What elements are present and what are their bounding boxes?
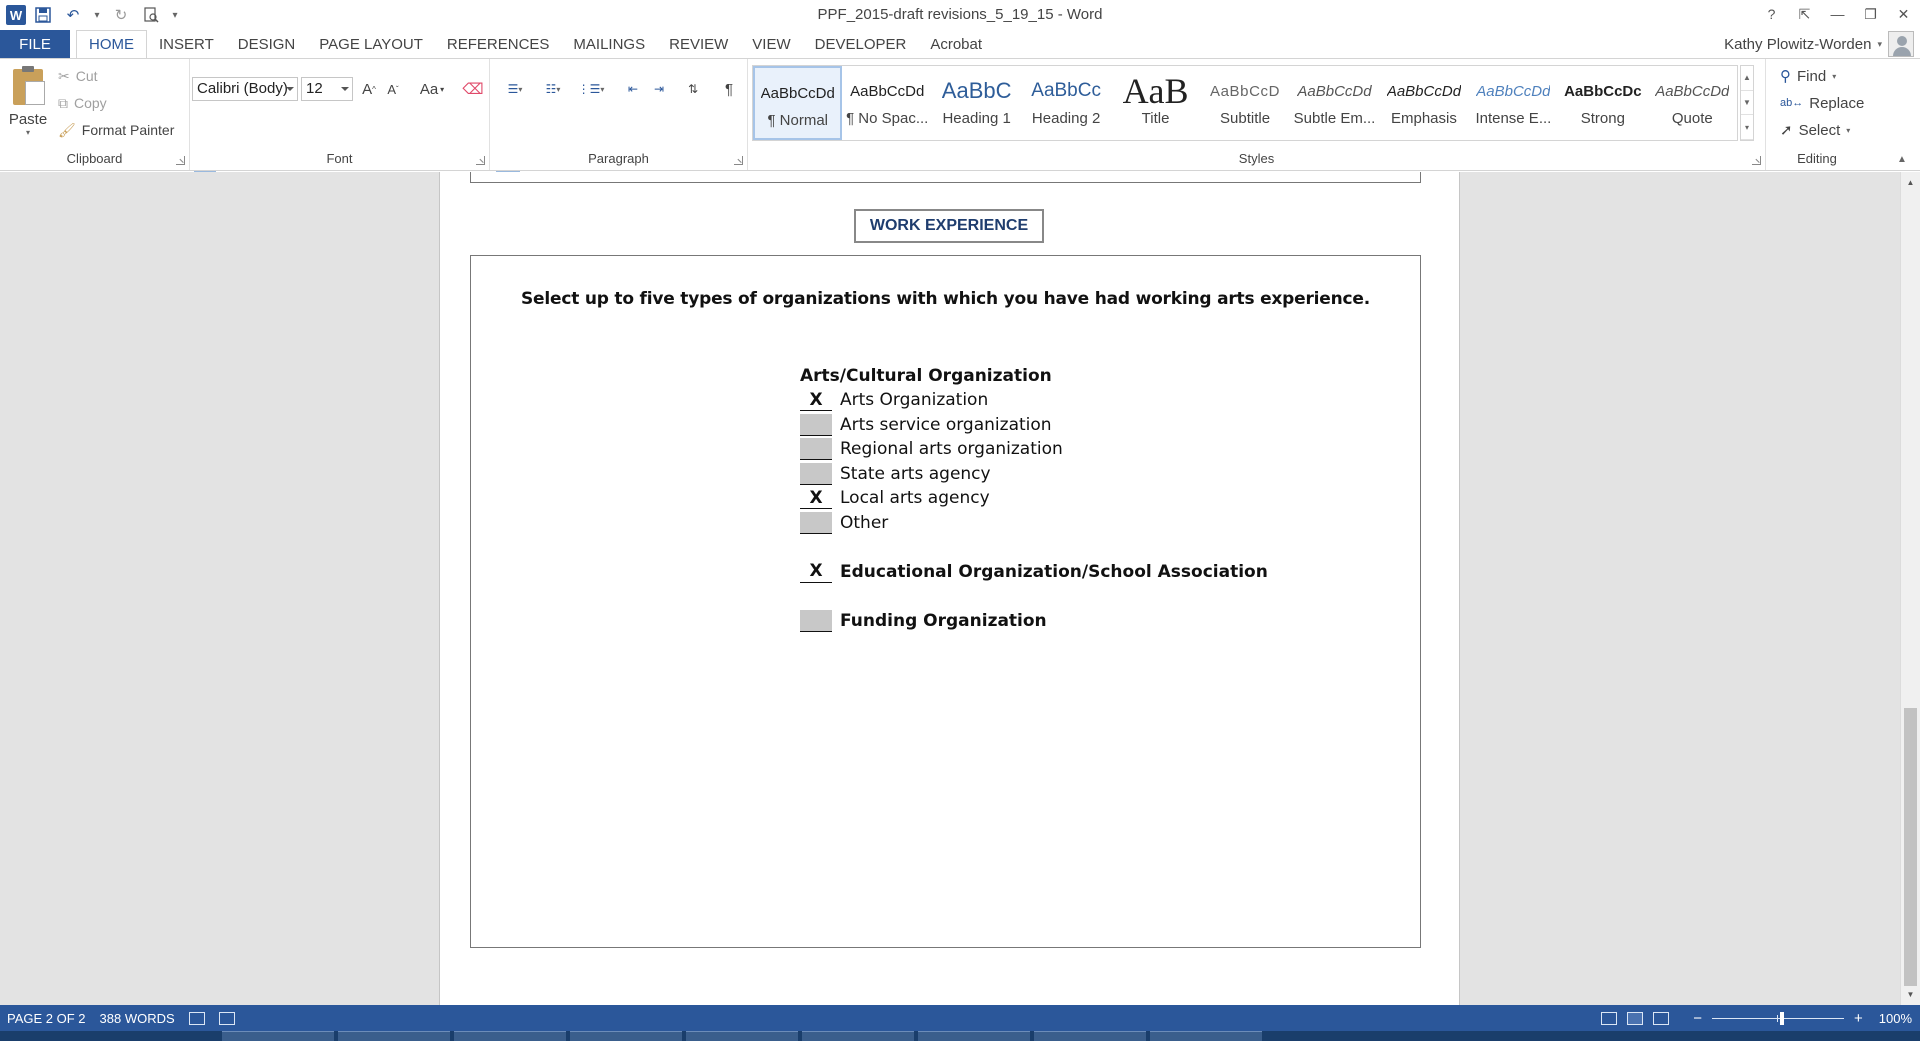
- style-title[interactable]: [1111, 66, 1200, 140]
- chevron-down-icon: [341, 87, 349, 91]
- list-item: [800, 413, 1268, 438]
- style-name: Emphasis: [1391, 110, 1457, 127]
- web-layout-icon[interactable]: [1653, 1012, 1669, 1025]
- checkbox[interactable]: X: [800, 389, 832, 411]
- user-name[interactable]: Kathy Plowitz-Worden: [1724, 35, 1872, 53]
- taskbar-button[interactable]: [802, 1031, 914, 1041]
- grow-font-button[interactable]: [358, 77, 380, 101]
- option-list: [800, 364, 1268, 633]
- customize-qat-icon[interactable]: ▾: [172, 9, 178, 21]
- taskbar-button[interactable]: [454, 1031, 566, 1041]
- checkbox[interactable]: [800, 463, 832, 485]
- tab-page-layout[interactable]: PAGE LAYOUT: [319, 35, 423, 53]
- paste-label: Paste: [8, 111, 48, 128]
- chevron-up-icon[interactable]: ▲: [1741, 66, 1753, 91]
- collapse-ribbon-icon[interactable]: ▲: [1897, 153, 1907, 165]
- list-item: [800, 609, 1268, 634]
- list-item: [800, 560, 1268, 585]
- word-logo-icon[interactable]: W: [6, 5, 26, 25]
- style-preview: AaBbCcDd: [1655, 82, 1730, 100]
- style-name: Strong: [1580, 110, 1625, 127]
- style-preview: AaBbCcDd: [1476, 82, 1551, 100]
- style-preview: AaBbC: [941, 78, 1012, 103]
- find-label: Find: [1797, 67, 1827, 85]
- section-title: WORK EXPERIENCE: [854, 209, 1044, 243]
- paragraph-group: [490, 59, 748, 170]
- list-item: [800, 486, 1268, 511]
- cut-button[interactable]: [58, 66, 98, 86]
- style-preview: AaBbCcDd: [850, 82, 925, 100]
- tab-developer[interactable]: DEVELOPER: [814, 35, 907, 53]
- font-group-label: Font: [326, 151, 353, 166]
- tab-design[interactable]: DESIGN: [237, 35, 296, 53]
- option-label: Arts service organization: [840, 414, 1052, 435]
- styles-gallery: [752, 65, 1738, 141]
- minimize-icon[interactable]: —: [1830, 6, 1845, 22]
- replace-label: Replace: [1809, 94, 1865, 112]
- list-item: [800, 462, 1268, 487]
- style-name: Quote: [1671, 110, 1713, 127]
- restore-icon[interactable]: ❐: [1864, 5, 1877, 22]
- tab-insert[interactable]: INSERT: [159, 35, 214, 53]
- style-heading-1[interactable]: [932, 66, 1021, 140]
- select-button[interactable]: [1780, 119, 1850, 141]
- clipboard-group-label: Clipboard: [66, 151, 123, 166]
- style-preview: AaBbCcDd: [760, 84, 835, 102]
- style-name: ¶ Normal: [767, 112, 829, 129]
- taskbar-button[interactable]: [338, 1031, 450, 1041]
- list-item: [800, 437, 1268, 462]
- style-name: Title: [1141, 110, 1170, 127]
- replace-icon: ab↔: [1780, 97, 1804, 109]
- chevron-down-icon: ▾: [556, 84, 561, 94]
- style-preview: AaBbCcD: [1209, 82, 1281, 100]
- more-styles-icon[interactable]: ▾: [1741, 115, 1753, 140]
- caret-down-icon: ˇ: [396, 84, 399, 94]
- group-heading: Arts/Cultural Organization: [800, 366, 1052, 386]
- chevron-down-icon: ▾: [518, 84, 523, 94]
- chevron-down-icon: ▾: [440, 84, 445, 94]
- scroll-down-icon[interactable]: ▼: [1906, 990, 1915, 999]
- style-no-spacing[interactable]: [842, 66, 931, 140]
- find-button[interactable]: [1780, 65, 1836, 87]
- undo-dropdown-icon[interactable]: ▾: [94, 9, 100, 21]
- checkbox[interactable]: [800, 414, 832, 436]
- taskbar-button[interactable]: [686, 1031, 798, 1041]
- style-subtitle[interactable]: [1200, 66, 1289, 140]
- copy-button[interactable]: [58, 93, 107, 113]
- binoculars-icon: ⚲: [1780, 68, 1791, 85]
- spacer: [800, 535, 1268, 560]
- close-icon[interactable]: ✕: [1897, 5, 1910, 22]
- tab-acrobat[interactable]: Acrobat: [930, 35, 983, 53]
- tab-references[interactable]: REFERENCES: [446, 35, 550, 53]
- redo-icon[interactable]: ↻: [114, 7, 128, 24]
- read-mode-icon[interactable]: [1601, 1012, 1617, 1025]
- style-preview: AaBbCc: [1031, 80, 1101, 101]
- checkbox[interactable]: [800, 610, 832, 632]
- shrink-font-label: A: [387, 81, 396, 97]
- chevron-down-icon: ▾: [25, 128, 30, 137]
- style-name: Heading 2: [1031, 110, 1101, 127]
- chevron-down-icon: [286, 87, 294, 91]
- taskbar: [0, 1031, 1920, 1041]
- style-emphasis[interactable]: [1379, 66, 1468, 140]
- chevron-down-icon: ▾: [1832, 71, 1837, 81]
- macro-recording-icon[interactable]: [219, 1012, 235, 1025]
- option-label: Local arts agency: [840, 488, 990, 509]
- taskbar-button[interactable]: [918, 1031, 1030, 1041]
- style-name: Intense E...: [1475, 110, 1552, 127]
- increase-indent-icon[interactable]: ⇥: [653, 82, 665, 96]
- ribbon: [0, 58, 1920, 171]
- paste-icon: [13, 69, 43, 105]
- zoom-level[interactable]: 100%: [1878, 1010, 1912, 1026]
- cursor-arrow-icon: ➚: [1780, 122, 1793, 139]
- tab-file[interactable]: FILE: [0, 30, 70, 58]
- change-case-label: Aa: [419, 80, 439, 98]
- replace-button[interactable]: [1780, 92, 1864, 114]
- editing-group-label: Editing: [1797, 151, 1837, 166]
- grow-font-label: A: [362, 80, 373, 98]
- tab-view[interactable]: VIEW: [752, 35, 791, 53]
- tab-mailings[interactable]: MAILINGS: [573, 35, 646, 53]
- option-label: State arts agency: [840, 463, 991, 484]
- document-area: [0, 172, 1900, 1005]
- zoom-center-tick: [1777, 1015, 1778, 1022]
- style-quote[interactable]: [1648, 66, 1737, 140]
- user-account[interactable]: [1724, 30, 1914, 58]
- chevron-down-icon: ▾: [1877, 38, 1882, 49]
- style-preview: AaBbCcDd: [1297, 82, 1372, 100]
- style-name: Subtitle: [1220, 110, 1271, 127]
- checkbox[interactable]: X: [800, 487, 832, 509]
- style-name: Subtle Em...: [1293, 110, 1376, 127]
- style-heading-2[interactable]: [1021, 66, 1110, 140]
- option-label: Arts Organization: [840, 390, 989, 411]
- style-preview: AaBbCcDc: [1564, 82, 1642, 100]
- document-title: PPF_2015-draft revisions_5_19_15 - Word: [817, 6, 1103, 23]
- option-label: Educational Organization/School Association: [840, 561, 1268, 582]
- caret-up-icon: ^: [372, 84, 376, 94]
- copy-label: Copy: [74, 95, 107, 111]
- taskbar-button[interactable]: [222, 1031, 334, 1041]
- decrease-indent-icon[interactable]: ⇤: [627, 82, 639, 96]
- style-subtle-emphasis[interactable]: [1290, 66, 1379, 140]
- page: [439, 172, 1460, 1005]
- taskbar-button[interactable]: [570, 1031, 682, 1041]
- sort-icon[interactable]: ⇅: [687, 82, 699, 96]
- taskbar-button[interactable]: [1150, 1031, 1262, 1041]
- chevron-down-icon: ▾: [1846, 125, 1851, 135]
- zoom-in-button[interactable]: +: [1853, 1009, 1863, 1027]
- styles-gallery-scroll: [1740, 65, 1754, 141]
- scroll-thumb[interactable]: [1904, 708, 1917, 986]
- list-item: [800, 388, 1268, 413]
- work-experience-box: [470, 255, 1421, 948]
- paste-button[interactable]: [8, 65, 48, 145]
- multilevel-list-icon[interactable]: ⋮☰ ▾: [577, 82, 605, 96]
- option-label: Other: [840, 512, 889, 533]
- paintbrush-icon: 🖌: [58, 121, 76, 138]
- format-painter-label: Format Painter: [81, 122, 175, 138]
- word-count[interactable]: 388 WORDS: [99, 1010, 175, 1026]
- previous-section-box: [470, 172, 1421, 183]
- font-name-value: Calibri (Body): [197, 80, 288, 97]
- spacer: [800, 584, 1268, 609]
- zoom-out-button[interactable]: −: [1693, 1009, 1702, 1027]
- clear-formatting-icon[interactable]: ⌫: [462, 81, 484, 98]
- proofing-icon[interactable]: [189, 1012, 205, 1025]
- checkbox[interactable]: [800, 438, 832, 460]
- style-normal[interactable]: [753, 66, 842, 140]
- zoom-slider[interactable]: [1712, 1018, 1844, 1019]
- format-painter-button[interactable]: [58, 120, 174, 140]
- checkbox[interactable]: [800, 512, 832, 534]
- chevron-down-icon: ▾: [600, 84, 605, 94]
- cut-label: Cut: [75, 68, 98, 84]
- style-preview: AaBbCcDd: [1386, 82, 1462, 100]
- scroll-up-icon[interactable]: ▲: [1906, 178, 1915, 187]
- styles-group-label: Styles: [1238, 151, 1275, 166]
- tab-review[interactable]: REVIEW: [669, 35, 729, 53]
- change-case-button[interactable]: [414, 77, 450, 101]
- shrink-font-button[interactable]: [382, 77, 404, 101]
- status-bar: [0, 1005, 1920, 1031]
- styles-launcher-icon[interactable]: [1752, 156, 1761, 165]
- help-icon[interactable]: ?: [1767, 6, 1776, 22]
- font-name-select[interactable]: [192, 77, 298, 101]
- scissors-icon: ✂: [58, 67, 70, 84]
- list-item: [800, 511, 1268, 536]
- font-launcher-icon[interactable]: [476, 156, 485, 165]
- page-count[interactable]: PAGE 2 OF 2: [7, 1010, 86, 1026]
- font-size-value: 12: [306, 80, 323, 97]
- taskbar-button[interactable]: [1034, 1031, 1146, 1041]
- print-layout-icon[interactable]: [1627, 1012, 1643, 1025]
- avatar[interactable]: [1888, 31, 1914, 57]
- checkbox[interactable]: X: [800, 561, 832, 583]
- numbering-icon[interactable]: ☷ ▾: [545, 82, 561, 96]
- window-controls: [1755, 0, 1920, 28]
- style-strong[interactable]: [1558, 66, 1647, 140]
- style-name: Heading 1: [942, 110, 1011, 127]
- instruction-text: Select up to five types of organizations with which you have had working arts experience.: [520, 289, 1370, 309]
- option-label: Funding Organization: [840, 610, 1047, 631]
- option-label: Regional arts organization: [840, 439, 1063, 460]
- ribbon-tabs: [0, 30, 1920, 58]
- clipboard-group: [0, 59, 190, 170]
- title-bar: [0, 0, 1920, 30]
- style-preview: AaB: [1122, 74, 1189, 108]
- clipboard-launcher-icon[interactable]: [176, 156, 185, 165]
- paragraph-group-label: Paragraph: [588, 151, 649, 166]
- paragraph-launcher-icon[interactable]: [734, 156, 743, 165]
- tab-home[interactable]: HOME: [76, 30, 147, 59]
- copy-icon: ⧉: [58, 94, 68, 111]
- show-formatting-button[interactable]: ¶: [724, 80, 734, 98]
- style-name: ¶ No Spac...: [846, 110, 929, 127]
- font-group: [190, 59, 490, 170]
- ribbon-display-options-icon[interactable]: ⇱: [1798, 5, 1811, 22]
- vertical-scrollbar[interactable]: [1900, 172, 1920, 1005]
- select-label: Select: [1798, 121, 1841, 139]
- undo-icon[interactable]: ↶: [66, 7, 80, 24]
- chevron-down-icon[interactable]: ▼: [1741, 91, 1753, 116]
- style-intense-emphasis[interactable]: [1469, 66, 1558, 140]
- font-size-select[interactable]: [301, 77, 353, 101]
- zoom-slider-thumb[interactable]: [1780, 1012, 1784, 1025]
- bullets-icon[interactable]: ☰ ▾: [507, 82, 523, 96]
